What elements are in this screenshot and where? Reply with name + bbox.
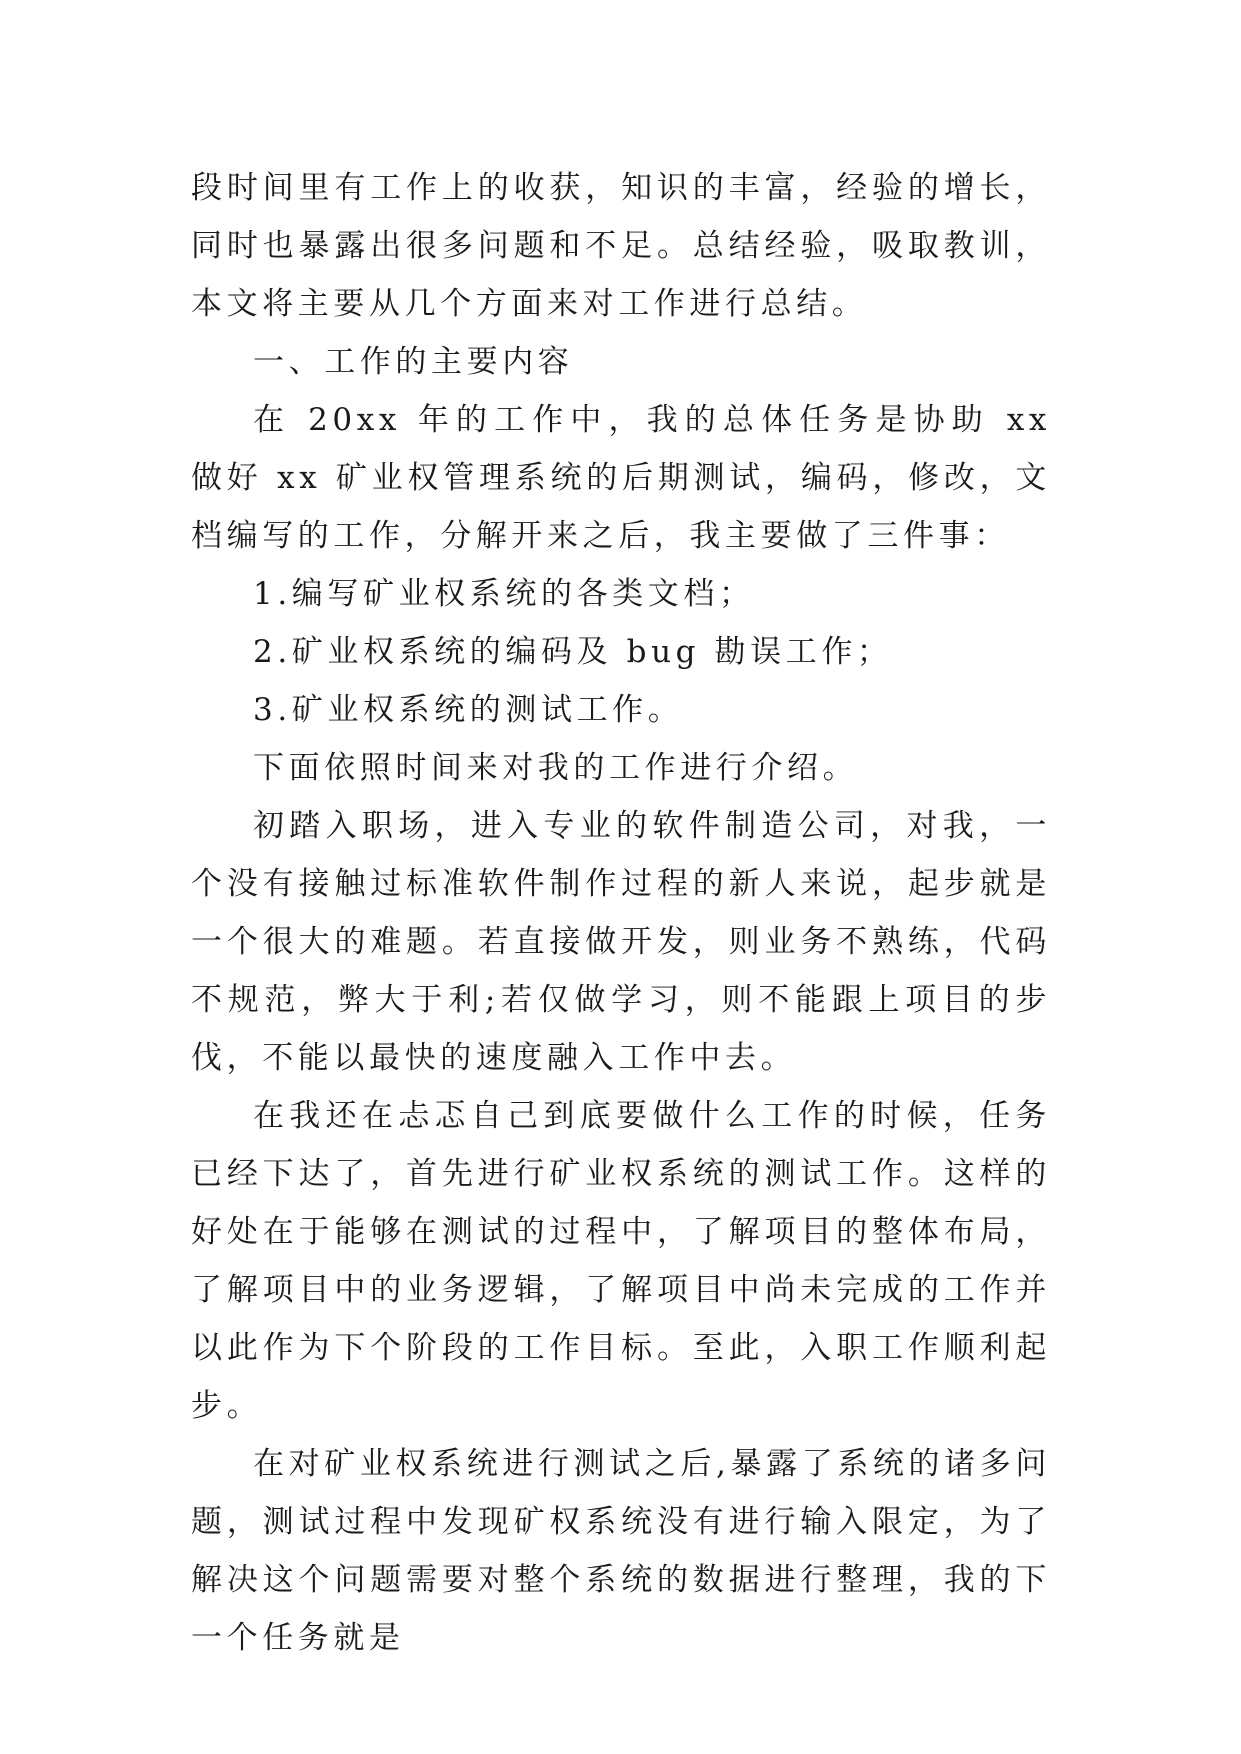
paragraph-continuation: 段时间里有工作上的收获，知识的丰富，经验的增长，同时也暴露出很多问题和不足。总结经验，吸取教训，本文将主要从几个方面来对工作进行总结。 (191, 170, 1051, 322)
list-item: 1.编写矿业权系统的各类文档； (253, 576, 755, 612)
paragraph: 下面依照时间来对我的工作进行介绍。 (253, 750, 859, 786)
section-heading: 一、工作的主要内容 (253, 344, 574, 380)
list-item: 2.矿业权系统的编码及 bug 勘误工作； (253, 634, 893, 670)
paragraph: 在 20xx 年的工作中，我的总体任务是协助 xx 做好 xx 矿业权管理系统的后期测试，编码，修改，文档编写的工作，分解开来之后，我主要做了三件事： (191, 402, 1051, 554)
paragraph: 在对矿业权系统进行测试之后,暴露了系统的诸多问题，测试过程中发现矿权系统没有进行输入限定，为了解决这个问题需要对整个系统的数据进行整理，我的下一个任务就是 (191, 1446, 1051, 1656)
document-body (191, 159, 1051, 1667)
paragraph: 在我还在忐忑自己到底要做什么工作的时候，任务已经下达了，首先进行矿业权系统的测试工作。这样的好处在于能够在测试的过程中，了解项目的整体布局，了解项目中的业务逻辑，了解项目中尚未完成的工作并以此作为下个阶段的工作目标。至此，入职工作顺利起步。 (191, 1098, 1051, 1424)
list-item: 3.矿业权系统的测试工作。 (253, 692, 684, 728)
paragraph: 初踏入职场，进入专业的软件制造公司，对我，一个没有接触过标准软件制作过程的新人来说，起步就是一个很大的难题。若直接做开发，则业务不熟练，代码不规范，弊大于利;若仅做学习，则不能跟上项目的步伐，不能以最快的速度融入工作中去。 (191, 808, 1051, 1076)
